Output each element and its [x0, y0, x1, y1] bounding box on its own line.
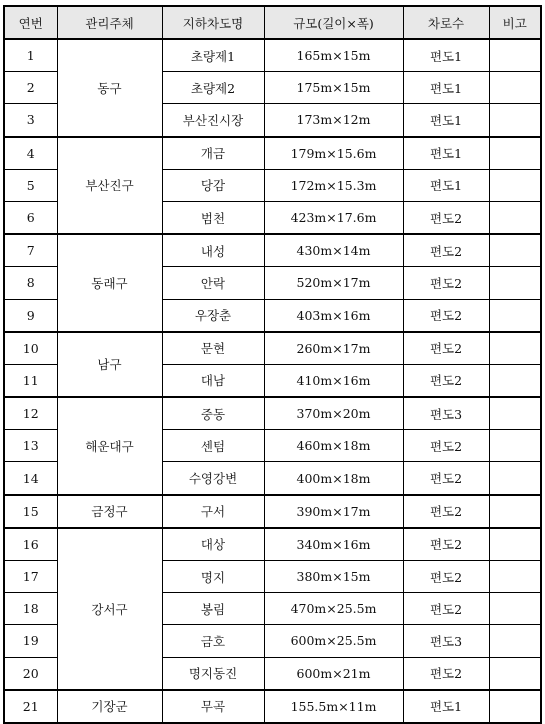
cell-name: 센텀: [162, 430, 264, 462]
cell-name: 범천: [162, 201, 264, 234]
cell-note: [489, 332, 541, 365]
cell-lanes: 편도1: [403, 72, 489, 104]
cell-manager: 강서구: [57, 528, 162, 690]
header-row: [4, 6, 541, 39]
cell-lanes: 편도2: [403, 495, 489, 528]
cell-lanes: 편도2: [403, 364, 489, 397]
cell-note: [489, 690, 541, 723]
cell-note: [489, 137, 541, 170]
cell-name: 명지: [162, 561, 264, 593]
cell-lanes: 편도2: [403, 528, 489, 561]
cell-size: 179m×15.6m: [264, 137, 403, 170]
cell-size: 370m×20m: [264, 397, 403, 430]
cell-manager: 동구: [57, 39, 162, 137]
header-note: 비고: [489, 6, 541, 39]
cell-name: 중동: [162, 397, 264, 430]
cell-no: 3: [4, 104, 57, 137]
cell-manager: 금정구: [57, 495, 162, 528]
cell-no: 16: [4, 528, 57, 561]
cell-name: 초량제2: [162, 72, 264, 104]
cell-name: 초량제1: [162, 39, 264, 72]
header-name: 지하차도명: [162, 6, 264, 39]
cell-size: 600m×25.5m: [264, 625, 403, 657]
cell-no: 9: [4, 299, 57, 332]
table-row: [4, 495, 541, 528]
table-row: [4, 528, 541, 561]
cell-size: 173m×12m: [264, 104, 403, 137]
cell-name: 내성: [162, 234, 264, 267]
cell-name: 대상: [162, 528, 264, 561]
cell-lanes: 편도1: [403, 137, 489, 170]
cell-lanes: 편도2: [403, 462, 489, 495]
cell-size: 460m×18m: [264, 430, 403, 462]
cell-size: 410m×16m: [264, 364, 403, 397]
header-size: 규모(길이×폭): [264, 6, 403, 39]
cell-lanes: 편도2: [403, 657, 489, 690]
cell-name: 당감: [162, 169, 264, 201]
cell-no: 6: [4, 201, 57, 234]
cell-size: 165m×15m: [264, 39, 403, 72]
cell-note: [489, 495, 541, 528]
cell-lanes: 편도2: [403, 234, 489, 267]
cell-note: [489, 397, 541, 430]
table-row: [4, 39, 541, 72]
cell-manager: 남구: [57, 332, 162, 397]
cell-lanes: 편도3: [403, 397, 489, 430]
cell-note: [489, 430, 541, 462]
cell-name: 금호: [162, 625, 264, 657]
cell-size: 403m×16m: [264, 299, 403, 332]
cell-lanes: 편도2: [403, 299, 489, 332]
cell-size: 470m×25.5m: [264, 593, 403, 625]
cell-note: [489, 299, 541, 332]
cell-note: [489, 72, 541, 104]
cell-lanes: 편도2: [403, 561, 489, 593]
cell-lanes: 편도1: [403, 169, 489, 201]
cell-name: 우장춘: [162, 299, 264, 332]
cell-no: 5: [4, 169, 57, 201]
cell-size: 400m×18m: [264, 462, 403, 495]
cell-size: 175m×15m: [264, 72, 403, 104]
table-row: [4, 397, 541, 430]
cell-no: 2: [4, 72, 57, 104]
tunnel-table-container: [3, 5, 542, 724]
cell-no: 15: [4, 495, 57, 528]
cell-size: 380m×15m: [264, 561, 403, 593]
cell-name: 수영강변: [162, 462, 264, 495]
cell-note: [489, 625, 541, 657]
cell-lanes: 편도1: [403, 39, 489, 72]
cell-no: 11: [4, 364, 57, 397]
cell-note: [489, 234, 541, 267]
header-lanes: 차로수: [403, 6, 489, 39]
cell-name: 무곡: [162, 690, 264, 723]
table-row: [4, 690, 541, 723]
table-row: [4, 332, 541, 365]
cell-lanes: 편도2: [403, 430, 489, 462]
cell-lanes: 편도2: [403, 332, 489, 365]
cell-note: [489, 528, 541, 561]
cell-size: 172m×15.3m: [264, 169, 403, 201]
cell-lanes: 편도2: [403, 201, 489, 234]
cell-no: 19: [4, 625, 57, 657]
cell-manager: 부산진구: [57, 137, 162, 235]
cell-manager: 기장군: [57, 690, 162, 723]
cell-name: 부산진시장: [162, 104, 264, 137]
table-row: [4, 234, 541, 267]
cell-no: 18: [4, 593, 57, 625]
cell-note: [489, 267, 541, 299]
cell-note: [489, 364, 541, 397]
cell-lanes: 편도2: [403, 593, 489, 625]
cell-note: [489, 657, 541, 690]
cell-size: 340m×16m: [264, 528, 403, 561]
cell-name: 대남: [162, 364, 264, 397]
cell-size: 600m×21m: [264, 657, 403, 690]
cell-size: 260m×17m: [264, 332, 403, 365]
cell-name: 문현: [162, 332, 264, 365]
cell-note: [489, 104, 541, 137]
cell-no: 12: [4, 397, 57, 430]
cell-name: 명지동진: [162, 657, 264, 690]
cell-size: 430m×14m: [264, 234, 403, 267]
cell-manager: 동래구: [57, 234, 162, 332]
cell-lanes: 편도1: [403, 104, 489, 137]
cell-no: 13: [4, 430, 57, 462]
cell-no: 21: [4, 690, 57, 723]
cell-name: 개금: [162, 137, 264, 170]
cell-size: 390m×17m: [264, 495, 403, 528]
cell-name: 안락: [162, 267, 264, 299]
cell-note: [489, 201, 541, 234]
cell-note: [489, 593, 541, 625]
cell-note: [489, 169, 541, 201]
cell-no: 20: [4, 657, 57, 690]
cell-no: 7: [4, 234, 57, 267]
table-row: [4, 137, 541, 170]
cell-no: 8: [4, 267, 57, 299]
cell-no: 1: [4, 39, 57, 72]
cell-lanes: 편도2: [403, 267, 489, 299]
cell-name: 구서: [162, 495, 264, 528]
cell-manager: 해운대구: [57, 397, 162, 495]
cell-lanes: 편도1: [403, 690, 489, 723]
cell-note: [489, 462, 541, 495]
underpass-table: [3, 5, 542, 724]
cell-size: 423m×17.6m: [264, 201, 403, 234]
cell-name: 봉림: [162, 593, 264, 625]
cell-size: 155.5m×11m: [264, 690, 403, 723]
cell-size: 520m×17m: [264, 267, 403, 299]
cell-lanes: 편도3: [403, 625, 489, 657]
cell-no: 14: [4, 462, 57, 495]
cell-note: [489, 39, 541, 72]
cell-no: 10: [4, 332, 57, 365]
cell-no: 4: [4, 137, 57, 170]
header-no: 연번: [4, 6, 57, 39]
header-manager: 관리주체: [57, 6, 162, 39]
cell-no: 17: [4, 561, 57, 593]
cell-note: [489, 561, 541, 593]
